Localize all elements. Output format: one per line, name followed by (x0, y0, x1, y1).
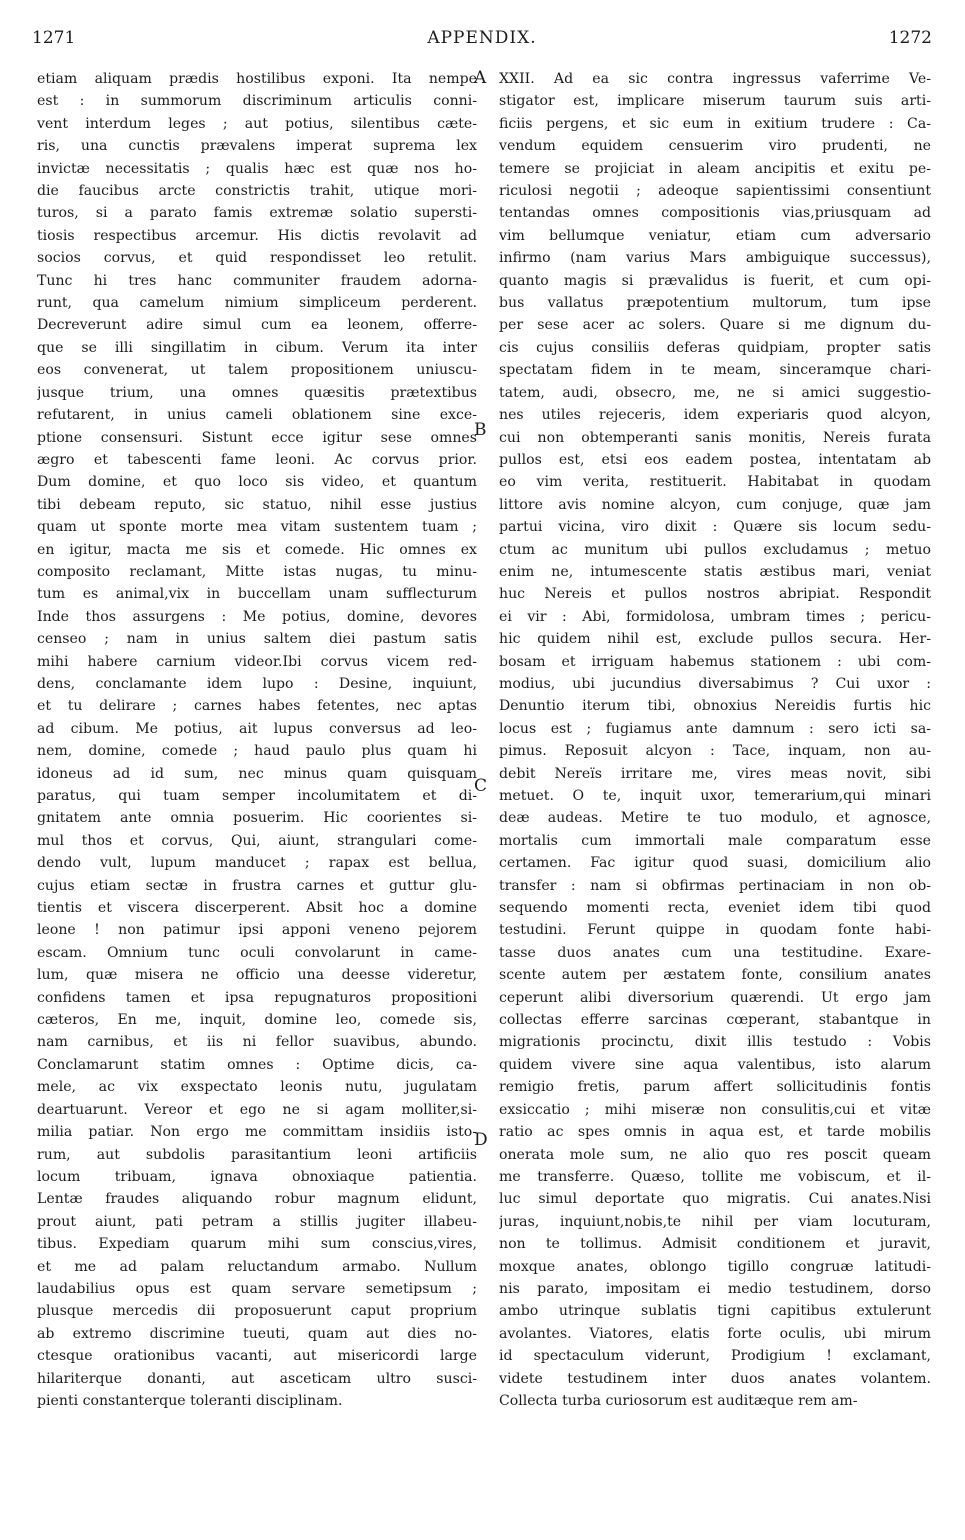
text-line: en igitur, macta me sis et comede. Hic omnes ex (37, 541, 477, 558)
text-line: ambo utrinque sublatis tigni capitibus extulerunt (499, 1303, 931, 1320)
text-line: est : in summorum discriminum articulis conni- (37, 93, 477, 110)
text-line: nam carnibus, et iis ni fellor suavibus, abundo. (37, 1034, 477, 1051)
text-line: tiosis respectibus arcemur. His dictis revolavit ad (37, 227, 477, 244)
margin-marker-a: A (474, 68, 487, 88)
text-line: certamen. Fac igitur quod suasi, domicilium alio (499, 855, 931, 872)
text-line: tasse duos anates cum una testitudine. Exare- (499, 944, 931, 961)
text-line: bus vallatus præpotentium multorum, tum ipse (499, 295, 931, 312)
text-line: bosam et irriguam habemus stationem : ubi com- (499, 653, 931, 670)
text-line: spectatam fidem in te meam, sinceramque chari- (499, 362, 931, 379)
text-line: dens, conclamante idem lupo : Desine, inquiunt, (37, 675, 477, 692)
text-line: nis parato, impositam ei medio testudinem, dorso (499, 1280, 931, 1297)
text-line: mele, ac vix exspectato leonis nutu, jugulatam (37, 1079, 477, 1096)
text-line: die faucibus arcte constrictis trahit, utique mori- (37, 183, 477, 200)
text-line: scente autem per æstatem fonte, consilium anates (499, 967, 931, 984)
text-line: debit Nereïs irritare me, vires meas novit, sibi (499, 765, 931, 782)
text-line: ab extremo discrimine tueuti, quam aut dies no- (37, 1325, 477, 1342)
text-line: quidem vivere sine aqua valentibus, isto alarum (499, 1056, 931, 1073)
text-line: tatem, audi, obsecro, me, ne si amici suggestio- (499, 384, 931, 401)
text-line: dendo vult, lupum manducet ; rapax est bellua, (37, 855, 477, 872)
text-line: cujus etiam sectæ in frustra carnes et guttur glu- (37, 877, 477, 894)
text-line: exsiccatio ; mihi miseræ non consulitis,cui et vitæ (499, 1101, 931, 1118)
text-line: refutarent, in unius cameli oblationem sine exce- (37, 407, 477, 424)
text-line: confidens tamen et ipsa repugnaturos propositioni (37, 989, 477, 1006)
text-line: ceperunt alibi diversorium quærendi. Ut ergo jam (499, 989, 931, 1006)
text-line: metuet. O te, inquit uxor, temerarium,qui minari (499, 788, 931, 804)
text-line: quam ut sponte morte mea vitam sustentem tuam ; (37, 519, 477, 536)
text-line: rum, aut subdolis parasitantium leoni artificiis (37, 1146, 477, 1163)
text-line: testudini. Ferunt quippe in quodam fonte habi- (499, 922, 931, 939)
text-line: Dum domine, et quo loco sis video, et quantum (37, 474, 477, 491)
text-line: locus est ; fugiamus ante damnum : sero icti sa- (499, 720, 931, 737)
text-line: gnitatem ante omnia posuerim. Hic coorientes si- (37, 810, 477, 827)
text-line: milia patiar. Non ergo me committam insidiis isto- (37, 1124, 477, 1141)
text-line: ctum ac munitum ubi pullos excludamus ; metuo (499, 541, 931, 558)
text-line: ratio ac spes omnis in aqua est, et tarde mobilis (499, 1124, 931, 1141)
text-line: modius, ubi jucundius diversabimus ? Cui uxor : (499, 675, 931, 692)
text-line: eos convenerat, ut talem propositionem uniuscu- (37, 362, 477, 379)
text-line: vim bellumque veniatur, etiam cum adversario (499, 227, 931, 244)
text-line: me transferre. Quæso, tollite me vobiscum, et il- (499, 1168, 931, 1185)
text-line: mihi habere carnium videor.Ibi corvus vicem red- (37, 653, 477, 670)
text-line: cæteros, En me, inquit, domine leo, comede sis, (37, 1012, 477, 1029)
text-line: ei vir : Abi, formidolosa, umbram times ; pericu- (499, 608, 931, 625)
text-line: juras, inquiunt,nobis,te nihil per viam locuturam, (499, 1213, 931, 1230)
text-line: videte testudinem inter duos anates volantem. (499, 1370, 931, 1387)
text-line: Inde thos assurgens : Me potius, domine, devores (37, 608, 477, 625)
text-line: etiam aliquam prædis hostilibus exponi. Ita nempe (37, 71, 477, 87)
text-line: que se illi singillatim in cibum. Verum ita inter (37, 339, 477, 356)
text-line: composito reclamant, Mitte istas nugas, tu minu- (37, 563, 477, 580)
text-line: censeo ; nam in unius saltem diei pastum satis (37, 631, 477, 648)
text-line: tibi debeam reputo, sic statuo, nihil esse justius (37, 496, 477, 513)
text-line: prout aiunt, pati petram a stillis jugiter illabeu- (37, 1213, 477, 1230)
text-line: tibus. Expediam quarum mihi sum conscius,vires, (37, 1236, 477, 1253)
text-line: vendum equidem censuerim viro prudenti, ne (499, 138, 931, 155)
text-line: pimus. Reposuit alcyon : Tace, inquam, non au- (499, 743, 931, 760)
text-line: deartuarunt. Vereor et ego ne si agam molliter,si- (37, 1101, 477, 1118)
text-line: lum, quæ misera ne officio una deesse videretur, (37, 967, 477, 984)
text-line: tum es animal,vix in buccellam unam sufflecturum (37, 586, 477, 603)
text-line: Decreverunt adire simul cum ea leonem, offerre- (37, 317, 477, 334)
text-line: remigio fretis, parum affert sollicitudinis fontis (499, 1079, 931, 1096)
text-line: mul thos et corvus, Qui, aiunt, strangulari come- (37, 832, 477, 849)
text-line: ad cibum. Me potius, ait lupus conversus ad leo- (37, 720, 477, 737)
text-line: pullos est, etsi eos eadem postea, intentatam ab (499, 451, 931, 468)
text-line: moxque anates, oblongo tigillo congruæ latitudi- (499, 1258, 931, 1275)
text-line: riculosi negotii ; adeoque sapientissimi consentiunt (499, 183, 931, 200)
text-line: onerata mole sum, ne alio quo res poscit queam (499, 1146, 931, 1163)
text-line: tentandas omnes compositionis vias,priusquam ad (499, 205, 931, 222)
text-line: luc simul deportate quo migratis. Cui anates.Nisi (499, 1191, 931, 1208)
text-line: plusque mercedis dii proposuerunt caput proprium (37, 1303, 477, 1320)
text-line: migrationis procinctu, dixit illis testudo : Vobis (499, 1034, 931, 1051)
text-line: Lentæ fraudes aliquando robur magnum elidunt, (37, 1191, 477, 1208)
text-line: per sese acer ac solers. Quare si me dignum du- (499, 317, 931, 334)
text-line: XXII. Ad ea sic contra ingressus vaferrime Ve- (499, 71, 931, 87)
text-line: hilariterque donanti, aut asceticam ultro susci- (37, 1370, 477, 1387)
text-line: vent interdum leges ; aut potius, silentibus cæte- (37, 115, 477, 132)
text-line: et tu delirare ; carnes habes fetentes, nec aptas (37, 698, 477, 715)
margin-marker-c: C (474, 776, 488, 796)
text-line: pienti constanterque toleranti disciplinam. (37, 1392, 343, 1409)
text-line: temere se projiciat in aleam ancipitis et exitu pe- (499, 160, 931, 177)
text-line: enim ne, intumescente statis æstibus mari, veniat (499, 563, 931, 580)
text-line: et me ad palam reluctandum armabo. Nullum (37, 1258, 477, 1275)
text-line: infirmo (nam varius Mars ambiguique successus), (499, 250, 931, 267)
text-line: transfer : nam si obfirmas pertinaciam in non ob- (499, 877, 931, 894)
text-line: idoneus ad id sum, nec minus quam quisquam (37, 765, 477, 782)
text-line: non te tollimus. Admisit conditionem et juravit, (499, 1236, 931, 1253)
text-line: jusque trium, una omnes quæsitis prætextibus (37, 384, 477, 401)
page-number-left: 1271 (32, 28, 76, 48)
text-line: id spectaculum viderunt, Prodigium ! exclamant, (499, 1348, 931, 1365)
text-line: cui non obtemperanti sanis monitis, Nereis furata (499, 429, 931, 446)
text-line: tientis et viscera discerperent. Absit hoc a domine (37, 900, 477, 917)
text-line: ægro et tabescenti fame leoni. Ac corvus prior. (37, 451, 477, 468)
text-line: Conclamarunt statim omnes : Optime dicis, ca- (37, 1056, 477, 1073)
text-line: Collecta turba curiosorum est auditæque rem am- (499, 1392, 858, 1409)
margin-marker-d: D (474, 1130, 488, 1150)
text-line: eo vim verita, restituerit. Habitabat in quodam (499, 474, 931, 491)
text-line: runt, qua camelum nimium simpliceum perderent. (37, 295, 477, 312)
text-line: Tunc hi tres hanc communiter fraudem adorna- (37, 272, 477, 289)
text-line: littore avis nomine alcyon, cum conjuge, quæ jam (499, 496, 931, 513)
text-line: mortalis cum immortali male comparatum esse (499, 832, 931, 849)
page-number-right: 1272 (888, 28, 932, 48)
left-text-column (37, 68, 477, 1412)
text-line: stigator est, implicare miserum taurum suis arti- (499, 93, 931, 110)
text-line: sequendo momenti recta, eveniet idem tibi quod (499, 900, 931, 917)
text-line: quanto magis si prævalidus is fuerit, et cum opi- (499, 272, 931, 289)
text-line: paratus, qui tuam semper incolumitatem et di- (37, 788, 477, 804)
text-line: avolantes. Viatores, elatis forte oculis, ubi mirum (499, 1325, 931, 1342)
text-line: laudabilius opus est quam servare semetipsum ; (37, 1280, 477, 1297)
text-line: leone ! non patimur ipsi apponi veneno pejorem (37, 922, 477, 939)
text-line: ptione consensuri. Sistunt ecce igitur sese omnes (37, 429, 477, 446)
right-text-column (499, 68, 931, 1412)
text-line: nem, domine, comede ; haud paulo plus quam hi (37, 743, 477, 760)
text-line: partui vicina, viro dixit : Quære sis locum sedu- (499, 519, 931, 536)
text-line: socios corvus, et quid respondisset leo retulit. (37, 250, 477, 267)
text-line: hic quidem nihil est, exclude pullos secura. Her- (499, 631, 931, 648)
text-line: ctesque orationibus vacanti, aut misericordi large (37, 1348, 477, 1365)
text-line: invictæ necessitatis ; qualis hæc est quæ nos ho- (37, 160, 477, 177)
text-line: locum tribuam, ignava obnoxiaque patientia. (37, 1168, 477, 1185)
text-line: escam. Omnium tunc oculi convolarunt in came- (37, 944, 477, 961)
running-head: APPENDIX. (427, 28, 537, 48)
text-line: Denuntio iterum tibi, obnoxius Nereidis furtis hic (499, 698, 931, 715)
text-line: ris, una cunctis prævalens imperat suprema lex (37, 138, 477, 155)
text-line: ficiis pergens, et sic eum in exitium trudere : Ca- (499, 115, 931, 132)
text-line: huc Nereis et pullos nostros abripiat. Respondit (499, 586, 931, 603)
page-header (32, 28, 932, 58)
margin-marker-b: B (474, 420, 487, 440)
text-line: cis cujus consiliis deferas quidpiam, propter satis (499, 339, 931, 356)
text-line: collectas efferre sarcinas cœperant, stabantque in (499, 1012, 931, 1029)
text-line: deæ audeas. Metire te tuo modulo, et agnosce, (499, 810, 931, 827)
text-line: turos, si a parato famis extremæ solatio supersti- (37, 205, 477, 222)
text-line: nes utiles rejeceris, idem experiaris quod alcyon, (499, 407, 931, 424)
